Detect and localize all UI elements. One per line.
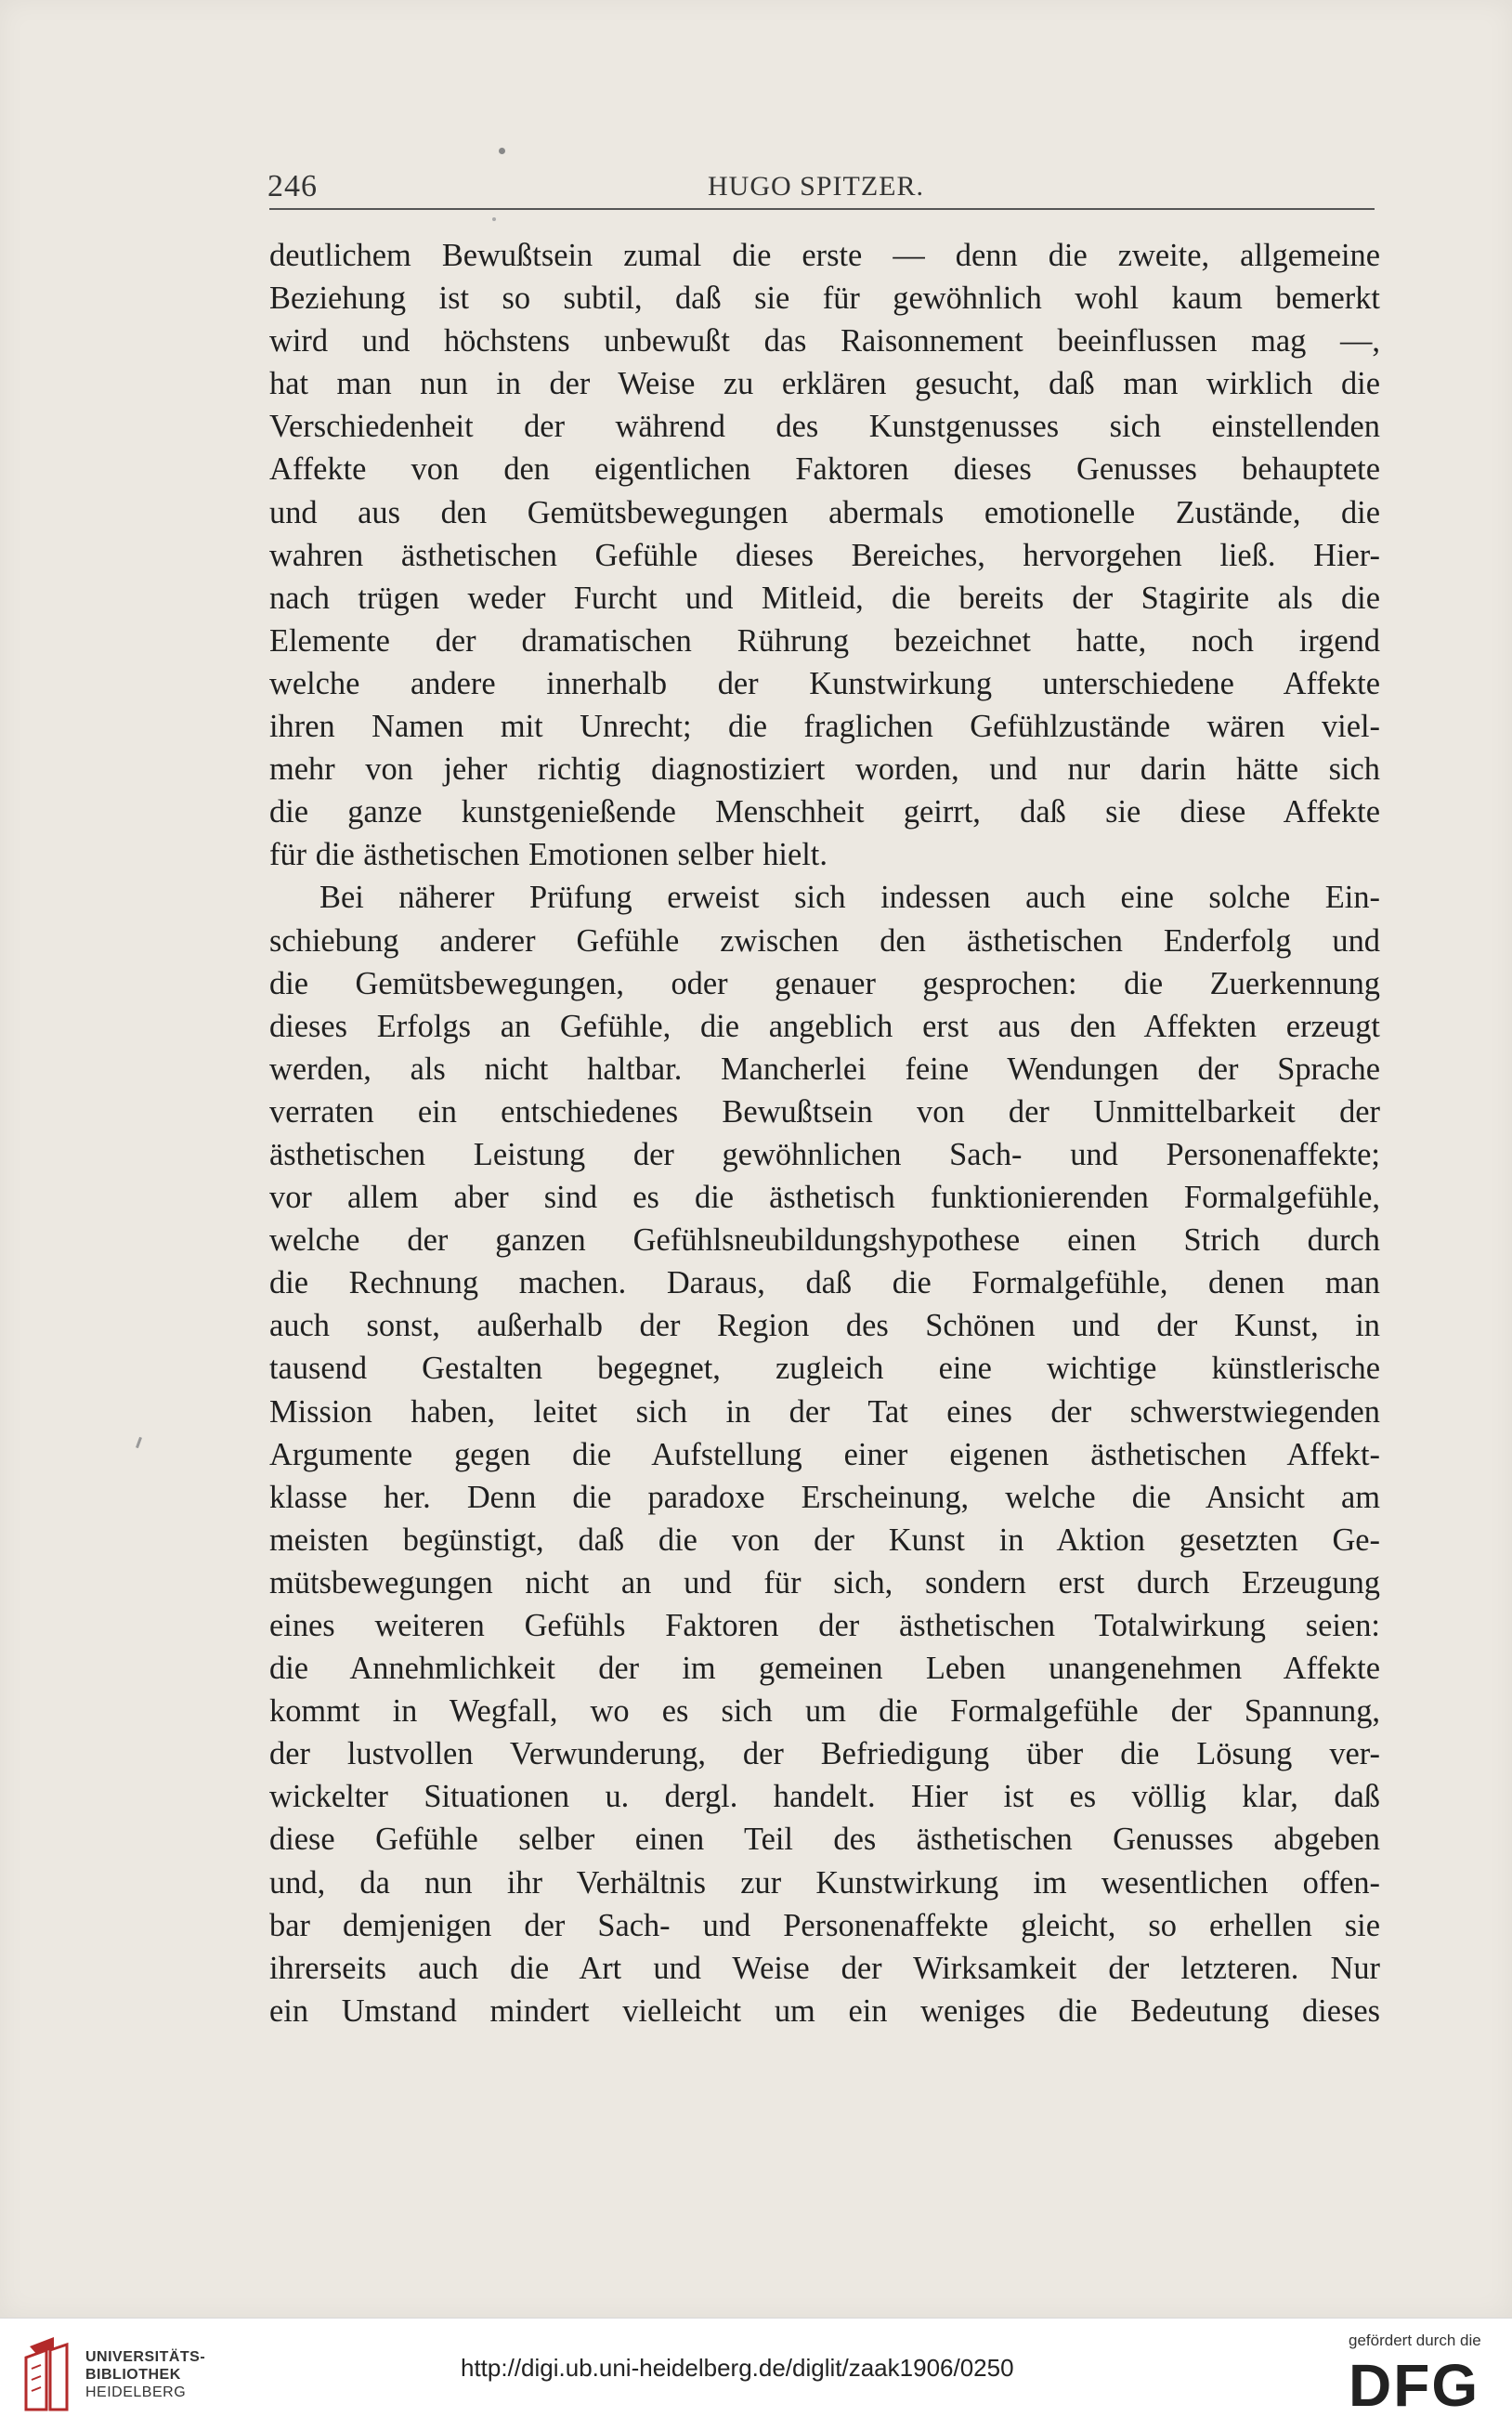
permalink-url[interactable]: http://digi.ub.uni-heidelberg.de/diglit/zaak1906/0250 (461, 2354, 1014, 2382)
text-line: kommt in Wegfall, wo es sich um die Formalgefühle der Spannung, (269, 1693, 1380, 1730)
text-line: deutlichem Bewußtsein zumal die erste — denn die zweite, allgemeine (269, 238, 1380, 273)
text-line: ihren Namen mit Unrecht; die fraglichen Gefühlzustände wären viel- (269, 709, 1380, 745)
library-name-line: UNIVERSITÄTS- (85, 2349, 206, 2365)
page-number: 246 (267, 169, 318, 203)
text-line: der lustvollen Verwunderung, der Befriedigung über die Lösung ver- (269, 1736, 1380, 1772)
page-header (267, 165, 1375, 210)
dfg-logo: DFG (1349, 2352, 1480, 2419)
text-line: mehr von jeher richtig diagnostiziert worden, und nur darin hätte sich (269, 751, 1380, 788)
text-line: ihrerseits auch die Art und Weise der Wirksamkeit der letzteren. Nur (269, 1950, 1380, 1986)
text-line: bar demjenigen der Sach- und Personenaffekte gleicht, so erhellen sie (269, 1907, 1380, 1943)
text-line: auch sonst, außerhalb der Region des Schönen und der Kunst, in (269, 1308, 1380, 1344)
text-line: Bei näherer Prüfung erweist sich indessen auch eine solche Ein- (319, 880, 1380, 916)
funding-note: gefördert durch die (1349, 2332, 1481, 2349)
text-line: nach trügen weder Furcht und Mitleid, die bereits der Stagirite als die (269, 580, 1380, 616)
text-line: mütsbewegungen nicht an und für sich, sondern erst durch Erzeugung (269, 1564, 1380, 1600)
scan-speck (492, 217, 496, 221)
text-line: vor allem aber sind es die ästhetisch funktionierenden Formalgefühle, (269, 1180, 1380, 1216)
running-head: HUGO SPITZER. (708, 171, 925, 202)
text-line: Argumente gegen die Aufstellung einer eigenen ästhetischen Affekt- (269, 1436, 1380, 1472)
library-name-line: HEIDELBERG (85, 2384, 187, 2400)
text-line: tausend Gestalten begegnet, zugleich eine wichtige künstlerische (269, 1351, 1380, 1387)
library-name-line: BIBLIOTHEK (85, 2367, 181, 2383)
text-line: für die ästhetischen Emotionen selber hielt. (269, 837, 828, 873)
text-line: werden, als nicht haltbar. Mancherlei feine Wendungen der Sprache (269, 1051, 1380, 1087)
text-line: ein Umstand mindert vielleicht um ein weniges die Bedeutung dieses (269, 1992, 1380, 2029)
text-line: diese Gefühle selber einen Teil des ästhetischen Genusses abgeben (269, 1822, 1380, 1858)
scan-speck (499, 148, 505, 154)
text-line: Elemente der dramatischen Rührung bezeichnet hatte, noch irgend (269, 622, 1380, 659)
text-line: welche andere innerhalb der Kunstwirkung unterschiedene Affekte (269, 665, 1380, 701)
text-line: die Gemütsbewegungen, oder genauer gesprochen: die Zuerkennung (269, 965, 1380, 1001)
text-line: eines weiteren Gefühls Faktoren der ästhetischen Totalwirkung seien: (269, 1608, 1380, 1643)
text-line: die Rechnung machen. Daraus, daß die Formalgefühle, denen man (269, 1265, 1380, 1301)
text-line: Beziehung ist so subtil, daß sie für gewöhnlich wohl kaum bemerkt (269, 281, 1380, 317)
header-rule (269, 208, 1375, 210)
university-library-logo-icon (19, 2332, 74, 2415)
scan-speck (136, 1437, 142, 1448)
text-line: welche der ganzen Gefühlsneubildungshypothese einen Strich durch (269, 1222, 1380, 1259)
text-line: schiebung anderer Gefühle zwischen den ästhetischen Enderfolg und (269, 922, 1380, 959)
text-line: ästhetischen Leistung der gewöhnlichen Sach- und Personenaffekte; (269, 1136, 1380, 1172)
text-line: Affekte von den eigentlichen Faktoren dieses Genusses behauptete (269, 451, 1380, 488)
text-line: wird und höchstens unbewußt das Raisonnement beeinflussen mag —, (269, 323, 1380, 359)
text-line: hat man nun in der Weise zu erklären gesucht, daß man wirklich die (269, 366, 1380, 402)
text-line: meisten begünstigt, daß die von der Kunst in Aktion gesetzten Ge- (269, 1522, 1380, 1558)
text-line: dieses Erfolgs an Gefühle, die angeblich erst aus den Affekten erzeugt (269, 1008, 1380, 1044)
text-line: und aus den Gemütsbewegungen abermals emotionelle Zustände, die (269, 494, 1380, 530)
text-line: wahren ästhetischen Gefühle dieses Bereiches, hervorgehen ließ. Hier- (269, 537, 1380, 573)
body-text (269, 234, 1380, 2032)
text-line: Verschiedenheit der während des Kunstgenusses sich einstellenden (269, 409, 1380, 445)
text-line: und, da nun ihr Verhältnis zur Kunstwirkung im wesentlichen offen- (269, 1864, 1380, 1901)
digitization-footer (0, 2318, 1512, 2430)
text-line: die Annehmlichkeit der im gemeinen Leben unangenehmen Affekte (269, 1651, 1380, 1687)
text-line: Mission haben, leitet sich in der Tat eines der schwerstwiegenden (269, 1393, 1380, 1430)
text-line: wickelter Situationen u. dergl. handelt. Hier ist es völlig klar, daß (269, 1779, 1380, 1815)
text-line: die ganze kunstgenießende Menschheit geirrt, daß sie diese Affekte (269, 794, 1380, 830)
library-name (85, 2348, 205, 2401)
text-line: klasse her. Denn die paradoxe Erscheinung, welche die Ansicht am (269, 1479, 1380, 1515)
text-line: verraten ein entschiedenes Bewußtsein von der Unmittelbarkeit der (269, 1093, 1380, 1130)
